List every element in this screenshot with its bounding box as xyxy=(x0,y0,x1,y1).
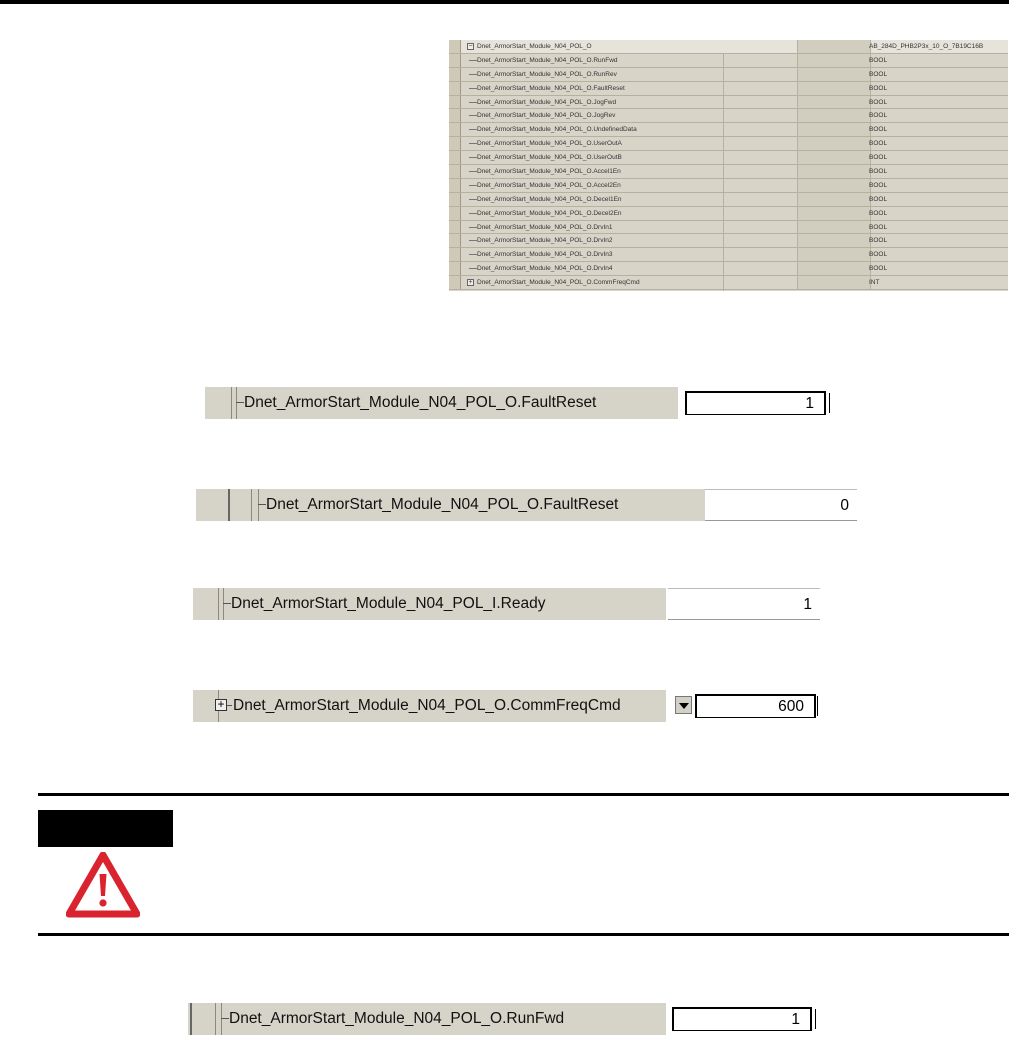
row-selector[interactable] xyxy=(449,54,461,67)
tag-name-label: Dnet_ArmorStart_Module_N04_POL_O.CommFreqCmd xyxy=(233,697,621,714)
value-cell[interactable] xyxy=(797,68,871,81)
row-selector[interactable] xyxy=(449,193,461,206)
value-cell[interactable] xyxy=(797,151,871,164)
tree-branch-line xyxy=(469,171,477,172)
tag-name-label: Dnet_ArmorStart_Module_N04_POL_O.RunFwd xyxy=(229,1010,565,1027)
tree-branch-line xyxy=(469,227,477,228)
warning-triangle-icon xyxy=(66,852,140,918)
top-rule xyxy=(0,0,1009,4)
tag-name-cell xyxy=(193,588,666,620)
value-cell[interactable] xyxy=(797,276,871,289)
tag-name-cell xyxy=(193,690,666,722)
value-cell[interactable] xyxy=(797,234,871,247)
tag-table-row[interactable] xyxy=(449,248,1008,262)
data-type: BOOL xyxy=(869,56,888,64)
fault-reset-set-row xyxy=(205,387,831,419)
tag-table-row[interactable] xyxy=(449,137,1008,151)
data-type: BOOL xyxy=(869,70,888,78)
tag-name: Dnet_ArmorStart_Module_N04_POL_O.Decel1En xyxy=(477,195,622,203)
value-cell[interactable] xyxy=(797,137,871,150)
tag-name-label: Dnet_ArmorStart_Module_N04_POL_O.FaultReset xyxy=(244,394,597,411)
data-type: BOOL xyxy=(869,251,888,259)
tree-branch-line xyxy=(469,60,477,61)
row-selector[interactable] xyxy=(449,123,461,136)
tag-table-row[interactable] xyxy=(449,109,1008,123)
tag-table-row[interactable] xyxy=(449,221,1008,235)
dropdown-arrow-button[interactable] xyxy=(675,696,692,714)
collapse-minus-icon[interactable]: − xyxy=(468,43,473,50)
tree-branch-line xyxy=(469,254,477,255)
comm-freq-row xyxy=(193,690,820,722)
data-type: BOOL xyxy=(869,223,888,231)
tag-name: Dnet_ArmorStart_Module_N04_POL_O.DrvIn2 xyxy=(477,237,613,245)
tag-name: Dnet_ArmorStart_Module_N04_POL_O.Decel2En xyxy=(477,209,622,217)
data-type: BOOL xyxy=(869,84,888,92)
tree-branch-line xyxy=(469,74,477,75)
value-cell[interactable] xyxy=(797,109,871,122)
data-type: AB_284D_PHB2P3x_10_O_7B19C16B xyxy=(869,43,984,50)
data-type: BOOL xyxy=(869,209,888,217)
row-selector[interactable] xyxy=(449,109,461,122)
data-type: BOOL xyxy=(869,112,888,120)
text-caret xyxy=(817,696,818,716)
tag-name: Dnet_ArmorStart_Module_N04_POL_O.DrvIn3 xyxy=(477,251,613,259)
tag-name: Dnet_ArmorStart_Module_N04_POL_O.JogRev xyxy=(477,112,616,120)
tag-name: Dnet_ArmorStart_Module_N04_POL_O.DrvIn4 xyxy=(477,265,613,273)
row-selector[interactable] xyxy=(449,262,461,275)
data-type: BOOL xyxy=(869,140,888,148)
tag-name: Dnet_ArmorStart_Module_N04_POL_O xyxy=(477,43,592,50)
tag-name: Dnet_ArmorStart_Module_N04_POL_O.RunFwd xyxy=(477,56,618,64)
data-type: BOOL xyxy=(869,265,888,273)
row-selector[interactable] xyxy=(449,207,461,220)
tree-branch-line xyxy=(469,199,477,200)
fault-reset-clear-row xyxy=(196,489,857,521)
text-caret xyxy=(815,1009,816,1029)
data-type: BOOL xyxy=(869,237,888,245)
value-cell[interactable] xyxy=(797,262,871,275)
tag-name-cell xyxy=(188,1003,666,1035)
expand-plus-icon[interactable]: + xyxy=(468,279,473,287)
row-selector[interactable] xyxy=(449,221,461,234)
value-cell[interactable] xyxy=(797,40,871,53)
tag-table-row[interactable] xyxy=(449,165,1008,179)
tag-table-row[interactable] xyxy=(449,40,1008,54)
tree-branch-line xyxy=(469,129,477,130)
value-cell[interactable] xyxy=(797,207,871,220)
attention-bottom-rule xyxy=(38,933,1009,936)
tag-name-label: Dnet_ArmorStart_Module_N04_POL_I.Ready xyxy=(231,595,546,612)
tree-branch-line xyxy=(469,240,477,241)
row-selector[interactable] xyxy=(449,248,461,261)
tag-table xyxy=(449,40,1008,291)
row-selector[interactable] xyxy=(449,137,461,150)
value-input[interactable]: 1 xyxy=(672,1007,812,1031)
tree-branch-line xyxy=(469,185,477,186)
tag-name: Dnet_ArmorStart_Module_N04_POL_O.FaultReset xyxy=(477,84,625,92)
tag-table-row[interactable] xyxy=(449,234,1008,248)
tag-name-label: Dnet_ArmorStart_Module_N04_POL_O.FaultReset xyxy=(266,496,619,513)
attention-label-bar xyxy=(38,810,173,847)
row-selector[interactable] xyxy=(449,165,461,178)
tag-name-cell xyxy=(196,489,705,521)
row-selector[interactable] xyxy=(449,82,461,95)
value-cell[interactable] xyxy=(797,82,871,95)
tag-name-cell xyxy=(205,387,678,419)
tag-name: Dnet_ArmorStart_Module_N04_POL_O.DrvIn1 xyxy=(477,223,613,231)
value-cell[interactable] xyxy=(797,165,871,178)
data-type: BOOL xyxy=(869,181,888,189)
tree-branch-line xyxy=(469,143,477,144)
value-cell[interactable] xyxy=(797,248,871,261)
value-cell[interactable] xyxy=(797,221,871,234)
data-type: BOOL xyxy=(869,126,888,134)
data-type: BOOL xyxy=(869,168,888,176)
tag-name: Dnet_ArmorStart_Module_N04_POL_O.Accel1En xyxy=(477,168,621,176)
tag-table-row[interactable] xyxy=(449,207,1008,221)
tag-name: Dnet_ArmorStart_Module_N04_POL_O.UndefinedData xyxy=(477,126,637,134)
attention-top-rule xyxy=(38,793,1009,796)
expand-plus-icon[interactable]: + xyxy=(215,699,227,711)
tag-table-row[interactable] xyxy=(449,96,1008,110)
tree-branch-line xyxy=(469,88,477,89)
tag-table-row[interactable] xyxy=(449,68,1008,82)
tag-table-row[interactable] xyxy=(449,276,1008,290)
tag-name: Dnet_ArmorStart_Module_N04_POL_O.UserOutB xyxy=(477,154,622,162)
tree-branch-line xyxy=(469,268,477,269)
tree-branch-line xyxy=(469,157,477,158)
tag-name: Dnet_ArmorStart_Module_N04_POL_O.UserOutA xyxy=(477,140,622,148)
tag-name: Dnet_ArmorStart_Module_N04_POL_O.JogFwd xyxy=(477,98,617,106)
value-input[interactable]: 1 xyxy=(685,391,826,415)
ready-status-row xyxy=(193,588,820,620)
tag-table-row[interactable] xyxy=(449,262,1008,276)
row-selector[interactable] xyxy=(449,151,461,164)
value-input[interactable]: 600 xyxy=(695,694,816,718)
row-selector[interactable] xyxy=(449,179,461,192)
data-type: INT xyxy=(869,279,880,287)
value-cell[interactable] xyxy=(797,96,871,109)
run-fwd-row xyxy=(188,1003,828,1035)
tag-name: Dnet_ArmorStart_Module_N04_POL_O.Accel2En xyxy=(477,181,621,189)
value-cell[interactable] xyxy=(797,54,871,67)
value-cell[interactable] xyxy=(797,123,871,136)
row-selector[interactable] xyxy=(449,40,461,53)
tree-branch-line xyxy=(469,102,477,103)
value-cell[interactable]: 0 xyxy=(705,489,857,521)
row-selector[interactable] xyxy=(449,96,461,109)
row-selector[interactable] xyxy=(449,234,461,247)
row-selector[interactable] xyxy=(449,276,461,289)
value-cell[interactable]: 1 xyxy=(668,588,820,620)
tag-table-row[interactable] xyxy=(449,54,1008,68)
tag-table-row[interactable] xyxy=(449,193,1008,207)
row-selector[interactable] xyxy=(449,68,461,81)
tag-table-row[interactable] xyxy=(449,82,1008,96)
data-type: BOOL xyxy=(869,195,888,203)
tree-branch-line xyxy=(469,213,477,214)
tree-branch-line xyxy=(469,115,477,116)
data-type: BOOL xyxy=(869,98,888,106)
tag-table-row[interactable] xyxy=(449,179,1008,193)
value-cell[interactable] xyxy=(797,179,871,192)
value-cell[interactable] xyxy=(797,193,871,206)
tag-table-row[interactable] xyxy=(449,151,1008,165)
text-caret xyxy=(829,393,830,413)
tag-name: Dnet_ArmorStart_Module_N04_POL_O.CommFreqCmd xyxy=(477,279,640,287)
tag-table-row[interactable] xyxy=(449,123,1008,137)
data-type: BOOL xyxy=(869,154,888,162)
tag-name: Dnet_ArmorStart_Module_N04_POL_O.RunRev xyxy=(477,70,617,78)
